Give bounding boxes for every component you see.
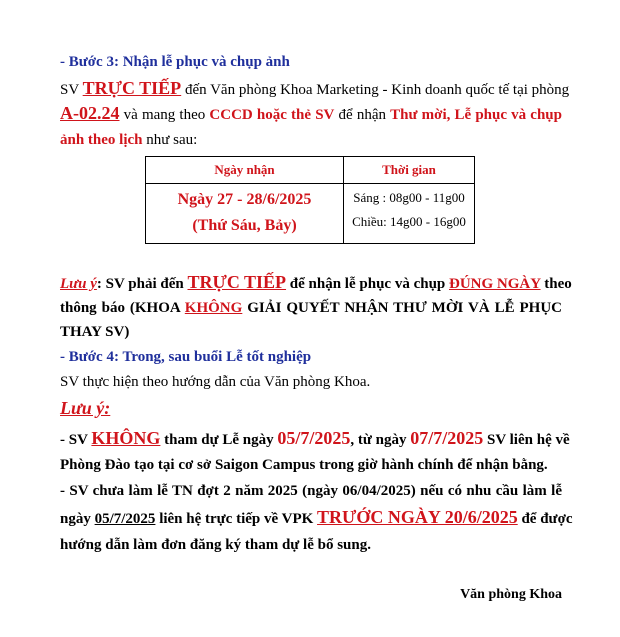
table-row <box>146 184 475 244</box>
note1-line3: THAY SV) <box>60 324 130 340</box>
note1-line2 <box>60 298 562 318</box>
text: thông báo (KHOA <box>60 300 185 316</box>
note2-line4 <box>60 507 573 529</box>
items-to-receive-cont: ảnh theo lịch <box>60 132 143 148</box>
deadline-emphasis: TRƯỚC NGÀY 20/6/2025 <box>317 507 518 527</box>
contact-date: 07/7/2025 <box>410 428 484 448</box>
text: như sau: <box>142 132 198 148</box>
note1-line1 <box>60 272 572 294</box>
header-date: Ngày nhận <box>146 157 344 184</box>
note2-line1 <box>60 428 570 450</box>
step3-line3 <box>60 130 562 150</box>
step4-heading: - Bước 4: Trong, sau buổi Lễ tốt nghiệp <box>60 349 312 365</box>
text: đến Văn phòng Khoa Marketing - Kinh doanh quốc tế tại phòng <box>181 82 570 98</box>
text: GIẢI QUYẾT NHẬN THƯ MỜI VÀ LỄ PHỤC <box>242 300 562 316</box>
table-header-row <box>146 157 475 184</box>
ceremony-date: 05/7/2025 <box>94 511 156 527</box>
header-time: Thời gian <box>344 157 475 184</box>
text: để nhận lễ phục và chụp <box>286 276 450 292</box>
text: SV <box>60 82 83 98</box>
items-to-receive: Thư mời, Lễ phục và chụp <box>390 107 562 123</box>
weekday-range: (Thứ Sáu, Bảy) <box>192 217 297 234</box>
text: ngày <box>60 511 95 527</box>
room-number: A-02.24 <box>60 103 120 123</box>
note2-label: Lưu ý: <box>60 398 111 418</box>
text: tham dự Lễ ngày <box>160 432 278 448</box>
text: SV liên hệ về <box>483 432 570 448</box>
note2-line5: hướng dẫn làm đơn đăng ký tham dự lễ bổ sung. <box>60 537 371 553</box>
not-emphasis: KHÔNG <box>184 300 243 316</box>
text: liên hệ trực tiếp về VPK <box>155 511 318 527</box>
text: - SV <box>60 432 92 448</box>
note2-line3: - SV chưa làm lễ TN đợt 2 năm 2025 (ngày 06/04/2025) nếu có nhu cầu làm lễ <box>60 483 562 499</box>
ceremony-date: 05/7/2025 <box>277 428 351 448</box>
afternoon-slot: Chiều: 14g00 - 16g00 <box>352 214 466 229</box>
id-card-requirement: CCCD hoặc thẻ SV <box>209 107 335 123</box>
note2-line2: Phòng Đào tạo tại cơ sở Saigon Campus trong giờ hành chính để nhận bằng. <box>60 457 548 473</box>
note-label: Lưu ý <box>60 276 97 292</box>
not-emphasis: KHÔNG <box>91 428 161 448</box>
time-cell <box>344 184 475 244</box>
text: theo <box>540 276 572 292</box>
step3-heading: - Bước 3: Nhận lễ phục và chụp ảnh <box>60 54 290 70</box>
step4-text: SV thực hiện theo hướng dẫn của Văn phòng Khoa. <box>60 374 371 390</box>
step3-line2 <box>60 103 562 125</box>
morning-slot: Sáng : 08g00 - 11g00 <box>353 190 465 205</box>
on-time-emphasis: ĐÚNG NGÀY <box>449 276 541 292</box>
step3-line1 <box>60 78 570 100</box>
text: và mang theo <box>119 107 210 123</box>
text: để được <box>517 511 573 527</box>
direct-emphasis: TRỰC TIẾP <box>187 272 287 292</box>
text: : SV phải đến <box>96 276 188 292</box>
date-cell <box>146 184 344 244</box>
direct-emphasis: TRỰC TIẾP <box>82 78 182 98</box>
schedule-table <box>145 156 475 244</box>
signature: Văn phòng Khoa <box>460 587 562 602</box>
date-range: Ngày 27 - 28/6/2025 <box>177 191 312 208</box>
text: , từ ngày <box>350 432 411 448</box>
text: để nhận <box>334 107 391 123</box>
